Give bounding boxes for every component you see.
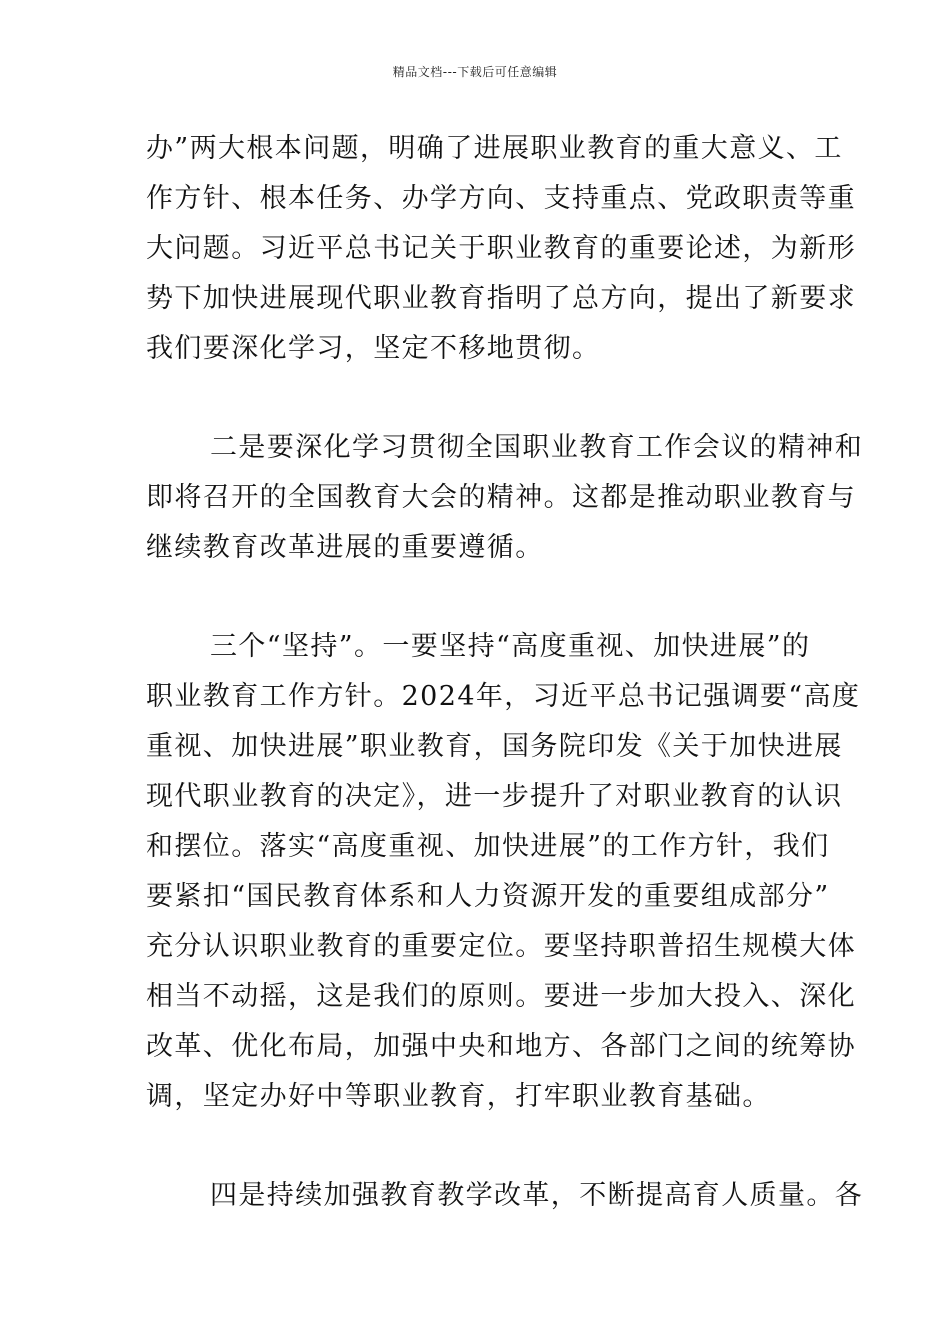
text-line: 大问题。习近平总书记关于职业教育的重要论述，为新形	[146, 233, 856, 264]
text-line: 重视、加快进展”职业教育，国务院印发《关于加快进展	[146, 731, 843, 762]
paragraph-1	[146, 124, 856, 374]
text-line: 二是要深化学习贯彻全国职业教育工作会议的精神和	[210, 432, 864, 463]
paragraph-gap	[146, 374, 810, 423]
text-line: 四是持续加强教育教学改革，不断提高育人质量。各	[210, 1180, 864, 1211]
text-line: 我们要深化学习，坚定不移地贯彻。	[146, 333, 601, 364]
document-body	[146, 124, 864, 1221]
paragraph-gap	[146, 1122, 810, 1171]
text-line: 相当不动摇，这是我们的原则。要进一步加大投入、深化	[146, 981, 856, 1012]
paragraph-4	[146, 1171, 864, 1221]
text-line: 三个“坚持”。一要坚持“高度重视、加快进展”的	[210, 631, 811, 662]
text-line: 调，坚定办好中等职业教育，打牢职业教育基础。	[146, 1081, 771, 1112]
text-line: 势下加快进展现代职业教育指明了总方向，提出了新要求	[146, 283, 856, 314]
text-line: 作方针、根本任务、办学方向、支持重点、党政职责等重	[146, 183, 856, 214]
text-line: 充分认识职业教育的重要定位。要坚持职普招生规模大体	[146, 931, 856, 962]
text-line: 职业教育工作方针。2024年，习近平总书记强调要“高度	[146, 681, 861, 712]
paragraph-3	[146, 622, 861, 1122]
text-line: 继续教育改革进展的重要遵循。	[146, 532, 544, 563]
text-line: 和摆位。落实“高度重视、加快进展”的工作方针，我们	[146, 831, 830, 862]
paragraph-2	[146, 423, 864, 573]
text-line: 现代职业教育的决定》，进一步提升了对职业教育的认识	[146, 781, 843, 812]
text-line: 改革、优化布局，加强中央和地方、各部门之间的统筹协	[146, 1031, 856, 1062]
text-line: 办”两大根本问题，明确了进展职业教育的重大意义、工	[146, 133, 843, 164]
text-line: 即将召开的全国教育大会的精神。这都是推动职业教育与	[146, 482, 856, 513]
paragraph-gap	[146, 573, 810, 622]
page-header: 精品文档---下载后可任意编辑	[392, 65, 558, 79]
text-line: 要紧扣“国民教育体系和人力资源开发的重要组成部分”	[146, 881, 830, 912]
